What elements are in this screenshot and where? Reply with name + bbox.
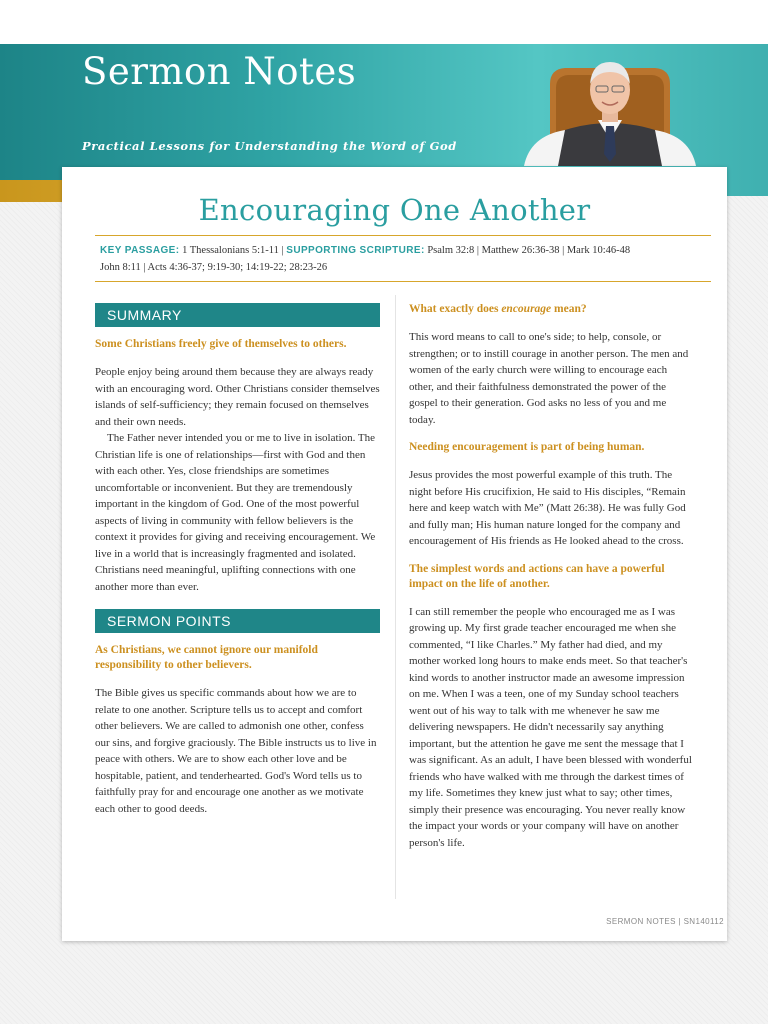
supporting-scripture-label: SUPPORTING SCRIPTURE:: [286, 245, 425, 256]
footer-label: SERMON NOTES | SN140112: [606, 917, 724, 926]
question-3-heading: The simplest words and actions can have a powerful impact on the life of another.: [409, 562, 665, 590]
top-margin: [0, 0, 768, 44]
document-page: [62, 167, 727, 941]
title-rule-bottom: [95, 281, 711, 282]
header-title: Sermon Notes: [82, 50, 357, 93]
header-subtitle: Practical Lessons for Understanding the Word of God: [82, 139, 457, 153]
pastor-portrait: [520, 44, 700, 166]
left-column: [95, 303, 380, 817]
summary-paragraph-1: People enjoy being around them because they are always ready with an encouraging word. Other Christians consider themselves islands of self-sufficiency; they remain focused on themselves and their own needs.: [95, 366, 380, 428]
supporting-scripture-line2: John 8:11 | Acts 4:36-37; 9:19-30; 14:19-22; 28:23-26: [100, 262, 328, 273]
title-rule-top: [95, 235, 711, 236]
question-2-body: Jesus provides the most powerful example of this truth. The night before His crucifixion, He said to His disciples, “Remain here and keep watch with Me” (Matt 26:38). He was fully God and fully man; His human nature longed for the company and encouragement of His friends as He looked ahead to the cross.: [409, 469, 686, 547]
question-2-heading: Needing encouragement is part of being human.: [409, 441, 645, 453]
question-1-body: This word means to call to one's side; to help, console, or strengthen; or to instill courage in another person. The men and women of the early church were willing to encourage each other, and their faithfulness demonstrated the power of the gospel to their generation. God asks no less of you and me today.: [409, 331, 689, 426]
summary-heading: SUMMARY: [95, 303, 380, 327]
right-column: [409, 303, 694, 851]
supporting-scripture-line1: Psalm 32:8 | Matthew 26:36-38 | Mark 10:46-48: [427, 245, 631, 256]
sermon-points-paragraph: The Bible gives us specific commands about how we are to relate to one another. Scripture tells us to accept and comfort other believers. We are called to admonish one other, confess our sins, and forgive graciously. The Bible instructs us to live in peace with others. We are to show each other love and be hospitable, patient, and tenderhearted. God's Word tells us to faithfully pray for and encourage one another as we motivate each other to good deeds.: [95, 687, 377, 815]
document-title: Encouraging One Another: [198, 193, 591, 227]
question-3-body: I can still remember the people who encouraged me as I was growing up. My first grade teacher encouraged me when she commented, “I like Charles.” My father had died, and my mother worked long hours to make ends meet. So that teacher's kind words to another instructor made an awesome impression on me. When I was a teen, one of my Sunday school teachers went out of his way to talk with me whenever he saw me delivering newspapers. He didn't necessarily say anything important, but the attention he gave me sent the message that I was significant. As an adult, I have been blessed with wonderful friends who have walked with me through the darkest times of my life. Sometimes they knew just what to say; other times, simply their presence was encouraging. You never really know the impact your words or your company will have on another person's life.: [409, 605, 692, 849]
summary-subheading: Some Christians freely give of themselves to others.: [95, 338, 347, 350]
question-1-heading: What exactly does encourage mean?: [409, 303, 587, 315]
scripture-references: KEY PASSAGE: 1 Thessalonians 5:1-11 | SUPPORTING SCRIPTURE: Psalm 32:8 | Matthew 26:36-38 | Mark 10:46-48 John 8:11 | Acts 4:36-37; 9:19-30; 14:19-22; 28:23-26: [100, 242, 710, 276]
key-passage-label: KEY PASSAGE:: [100, 245, 180, 256]
summary-paragraph-2: The Father never intended you or me to live in isolation. The Christian life is one of relationships—first with God and then with each other. Yes, close friendships are sometimes uncomfortable or inconvenient. But they are tremendously important in the kingdom of God. One of the most powerful aspects of living in community with fellow believers is the context it provides for giving and receiving encouragement. We live in a world that is increasingly fragmented and isolated. Christians need meaningful, uplifting connections with one another more than ever.: [95, 432, 376, 593]
key-passage: 1 Thessalonians 5:1-11: [182, 245, 279, 256]
sermon-points-subheading: As Christians, we cannot ignore our manifold responsibility to other believers.: [95, 644, 318, 671]
column-divider: [395, 295, 396, 899]
sermon-points-heading: SERMON POINTS: [95, 609, 380, 633]
